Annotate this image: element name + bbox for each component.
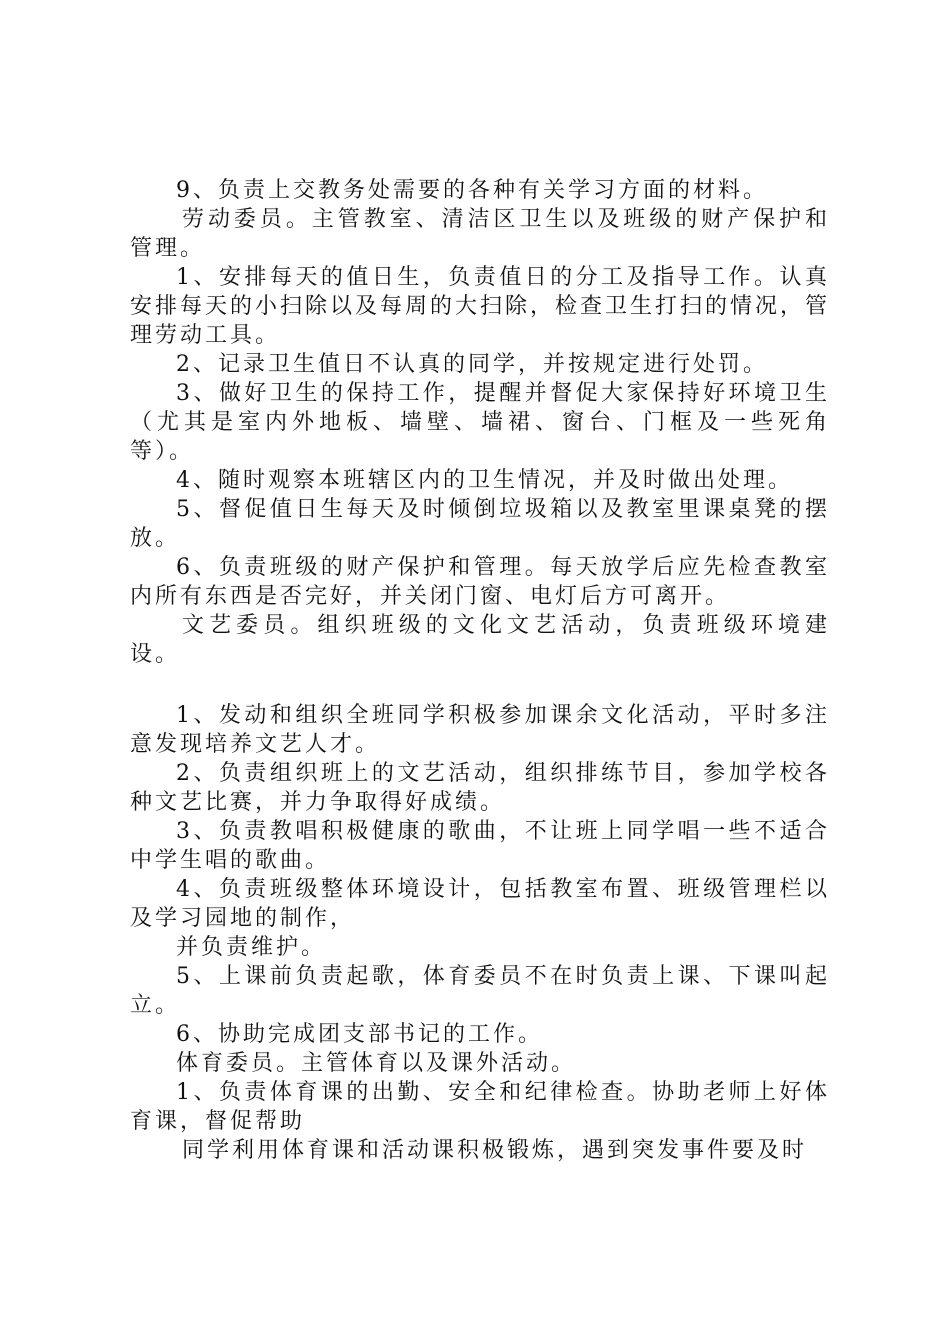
paragraph-item-9-submit-materials: 9、负责上交教务处需要的各种有关学习方面的材料。 xyxy=(176,178,768,203)
paragraph-arts-4-continued: 并负责维护。 xyxy=(176,935,327,960)
paragraph-sports-1: 1、负责体育课的出勤、安全和纪律检查。协助老师上好体育课，督促帮助 xyxy=(130,1080,830,1134)
paragraph-labor-3: 3、做好卫生的保持工作，提醒并督促大家保持好环境卫生（尤其是室内外地板、墙壁、墙裙、窗台、门框及一些死角等）。 xyxy=(130,381,830,464)
paragraph-arts-3: 3、负责教唱积极健康的歌曲，不让班上同学唱一些不适合中学生唱的歌曲。 xyxy=(130,819,830,873)
paragraph-labor-1: 1、安排每天的值日生，负责值日的分工及指导工作。认真安排每天的小扫除以及每周的大扫除，检查卫生打扫的情况，管理劳动工具。 xyxy=(130,265,831,348)
paragraph-labor-5: 5、督促值日生每天及时倾倒垃圾箱以及教室里课桌凳的摆放。 xyxy=(130,497,830,551)
document-body xyxy=(130,176,830,1165)
paragraph-arts-2: 2、负责组织班上的文艺活动，组织排练节目，参加学校各种文艺比赛，并力争取得好成绩。 xyxy=(130,761,830,815)
paragraph-labor-2: 2、记录卫生值日不认真的同学，并按规定进行处罚。 xyxy=(176,352,768,377)
section-heading-labor-committee: 劳动委员。主管教室、清洁区卫生以及班级的财产保护和管理。 xyxy=(130,207,830,261)
paragraph-sports-1-continued: 同学利用体育课和活动课积极锻炼，遇到突发事件要及时 xyxy=(182,1138,808,1163)
paragraph-arts-1: 1、发动和组织全班同学积极参加课余文化活动，平时多注意发现培养文艺人才。 xyxy=(130,703,830,757)
section-heading-sports-committee: 体育委员。主管体育以及课外活动。 xyxy=(176,1051,577,1076)
paragraph-labor-6: 6、负责班级的财产保护和管理。每天放学后应先检查教室内所有东西是否完好，并关闭门窗、电灯后方可离开。 xyxy=(130,555,830,609)
paragraph-arts-6: 6、协助完成团支部书记的工作。 xyxy=(176,1022,543,1047)
paragraph-labor-4: 4、随时观察本班辖区内的卫生情况，并及时做出处理。 xyxy=(176,468,793,493)
section-heading-arts-committee: 文艺委员。组织班级的文化文艺活动，负责班级环境建设。 xyxy=(130,613,830,667)
paragraph-arts-4: 4、负责班级整体环境设计，包括教室布置、班级管理栏以及学习园地的制作， xyxy=(130,877,830,931)
paragraph-arts-5: 5、上课前负责起歌，体育委员不在时负责上课、下课叫起立。 xyxy=(130,964,830,1018)
